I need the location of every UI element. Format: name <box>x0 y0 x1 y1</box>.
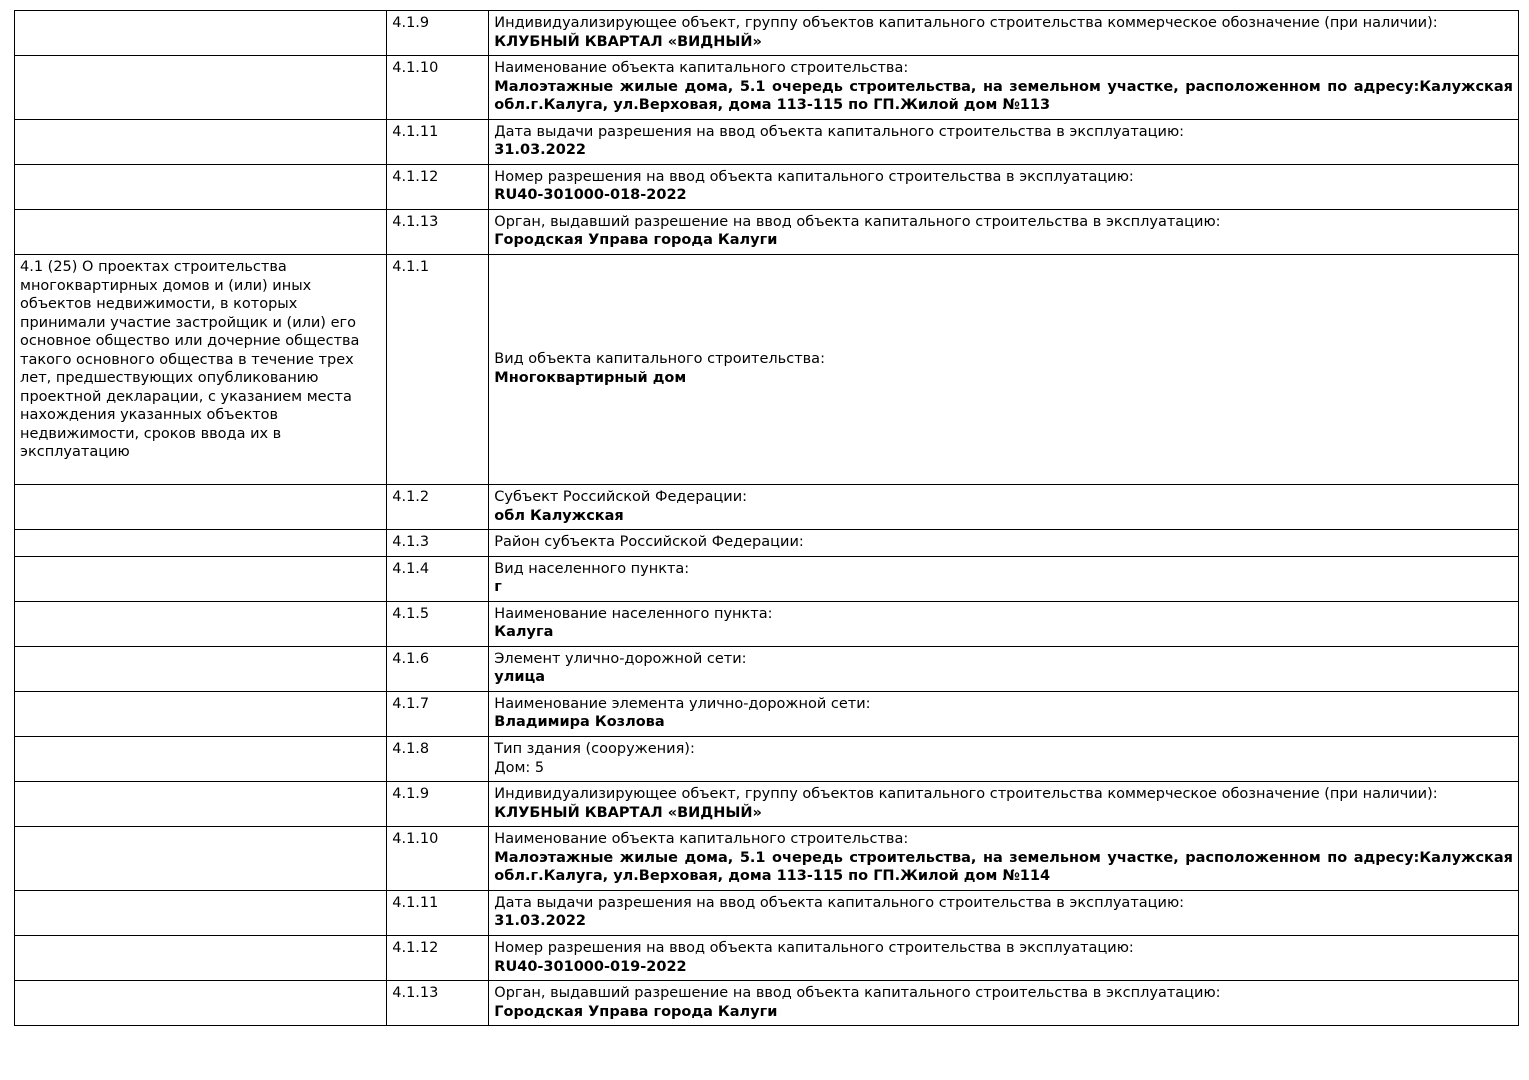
row-field-label: Дата выдачи разрешения на ввод объекта капитального строительства в эксплуатацию: <box>494 123 1185 140</box>
row-field-value: Многоквартирный дом <box>494 370 687 387</box>
row-field-label: Вид объекта капитального строительства: <box>494 351 825 368</box>
row-content <box>489 601 1519 646</box>
row-section-label <box>15 601 387 646</box>
table-row <box>15 890 1519 935</box>
row-content <box>489 11 1519 56</box>
row-content <box>489 691 1519 736</box>
table-row <box>15 646 1519 691</box>
row-code: 4.1.7 <box>387 691 489 736</box>
row-content <box>489 827 1519 891</box>
row-field-label: Наименование объекта капитального строительства: <box>494 60 909 77</box>
row-field-value: Городская Управа города Калуги <box>494 1003 778 1020</box>
row-section-label <box>15 556 387 601</box>
row-code: 4.1.13 <box>387 981 489 1026</box>
row-field-label: Наименование объекта капитального строительства: <box>494 831 909 848</box>
table-row <box>15 981 1519 1026</box>
table-row <box>15 11 1519 56</box>
row-section-label <box>15 782 387 827</box>
row-code: 4.1.6 <box>387 646 489 691</box>
table-row <box>15 691 1519 736</box>
row-code: 4.1.12 <box>387 164 489 209</box>
row-section-label <box>15 485 387 530</box>
row-section-label <box>15 56 387 120</box>
row-code: 4.1.9 <box>387 782 489 827</box>
row-code: 4.1.12 <box>387 935 489 980</box>
row-code: 4.1.10 <box>387 827 489 891</box>
row-section-label <box>15 737 387 782</box>
row-field-label: Индивидуализирующее объект, группу объектов капитального строительства коммерческое обозначение (при наличии): <box>494 786 1438 803</box>
table-row <box>15 530 1519 557</box>
row-field-value: Малоэтажные жилые дома, 5.1 очередь строительства, на земельном участке, расположенном по адресу:Калужская обл.г.Калуга, ул.Верховая, дома 113-115 по ГП.Жилой дом №113 <box>494 78 1513 114</box>
row-content <box>489 485 1519 530</box>
row-content <box>489 646 1519 691</box>
row-field-label: Индивидуализирующее объект, группу объектов капитального строительства коммерческое обозначение (при наличии): <box>494 15 1438 31</box>
row-section-label <box>15 530 387 557</box>
row-section-label: 4.1 (25) О проектах строительства многоквартирных домов и (или) иных объектов недвижимости, в которых принимали участие застройщик и (или) его основное общество или дочерние общества такого основного общества в течение трех лет, предшествующих опубликованию проектной декларации, с указанием места нахождения указанных объектов недвижимости, сроков ввода их в эксплуатацию <box>15 255 387 485</box>
row-field-label: Орган, выдавший разрешение на ввод объекта капитального строительства в эксплуатацию: <box>494 985 1221 1002</box>
table-row <box>15 119 1519 164</box>
declaration-table <box>14 10 1519 1026</box>
row-field-label: Субъект Российской Федерации: <box>494 489 748 506</box>
table-row <box>15 827 1519 891</box>
row-content <box>489 530 1519 557</box>
row-field-value: г <box>494 579 502 596</box>
row-field-value: КЛУБНЫЙ КВАРТАЛ «ВИДНЫЙ» <box>494 804 762 821</box>
row-field-value: 31.03.2022 <box>494 913 587 930</box>
row-section-label <box>15 119 387 164</box>
row-content <box>489 556 1519 601</box>
table-row <box>15 209 1519 254</box>
row-content <box>489 737 1519 782</box>
row-code: 4.1.2 <box>387 485 489 530</box>
row-content <box>489 56 1519 120</box>
row-section-label <box>15 691 387 736</box>
row-content <box>489 119 1519 164</box>
row-section-label <box>15 890 387 935</box>
row-field-value: Малоэтажные жилые дома, 5.1 очередь строительства, на земельном участке, расположенном по адресу:Калужская обл.г.Калуга, ул.Верховая, дома 113-115 по ГП.Жилой дом №114 <box>494 849 1513 885</box>
table-row <box>15 556 1519 601</box>
row-field-label: Вид населенного пункта: <box>494 560 690 577</box>
row-field-value: 31.03.2022 <box>494 142 587 159</box>
row-code: 4.1.5 <box>387 601 489 646</box>
row-code: 4.1.11 <box>387 119 489 164</box>
row-code: 4.1.11 <box>387 890 489 935</box>
row-section-label <box>15 209 387 254</box>
row-field-value: Калуга <box>494 624 554 641</box>
row-code: 4.1.13 <box>387 209 489 254</box>
row-section-label <box>15 827 387 891</box>
row-field-label: Дата выдачи разрешения на ввод объекта капитального строительства в эксплуатацию: <box>494 894 1185 911</box>
row-content <box>489 935 1519 980</box>
table-row <box>15 737 1519 782</box>
row-content <box>489 164 1519 209</box>
row-field-value: улица <box>494 669 546 686</box>
row-section-label <box>15 164 387 209</box>
row-field-label: Наименование населенного пункта: <box>494 605 773 622</box>
row-code: 4.1.10 <box>387 56 489 120</box>
table-row <box>15 782 1519 827</box>
row-code: 4.1.8 <box>387 737 489 782</box>
row-field-value: Городская Управа города Калуги <box>494 232 778 249</box>
table-row <box>15 164 1519 209</box>
table-row <box>15 485 1519 530</box>
row-field-value: RU40-301000-018-2022 <box>494 187 687 204</box>
row-field-label: Наименование элемента улично-дорожной сети: <box>494 695 871 712</box>
table-row <box>15 935 1519 980</box>
row-field-value: КЛУБНЫЙ КВАРТАЛ «ВИДНЫЙ» <box>494 33 762 50</box>
row-content <box>489 209 1519 254</box>
declaration-table-body <box>15 11 1519 1026</box>
row-field-label: Номер разрешения на ввод объекта капитального строительства в эксплуатацию: <box>494 939 1134 956</box>
row-code: 4.1.1 <box>387 255 489 485</box>
row-section-label <box>15 646 387 691</box>
table-row <box>15 255 1519 485</box>
row-field-label: Элемент улично-дорожной сети: <box>494 650 747 667</box>
row-field-label: Орган, выдавший разрешение на ввод объекта капитального строительства в эксплуатацию: <box>494 213 1221 230</box>
row-content <box>489 255 1519 485</box>
row-field-value: Дом: 5 <box>494 759 545 776</box>
table-row <box>15 601 1519 646</box>
row-code: 4.1.4 <box>387 556 489 601</box>
row-field-label: Номер разрешения на ввод объекта капитального строительства в эксплуатацию: <box>494 168 1134 185</box>
row-section-label <box>15 935 387 980</box>
row-code: 4.1.9 <box>387 11 489 56</box>
row-field-label: Тип здания (сооружения): <box>494 741 695 758</box>
row-field-value: Владимира Козлова <box>494 714 665 731</box>
row-code: 4.1.3 <box>387 530 489 557</box>
row-content <box>489 981 1519 1026</box>
row-field-value: RU40-301000-019-2022 <box>494 958 687 975</box>
table-row <box>15 56 1519 120</box>
row-section-label <box>15 981 387 1026</box>
row-section-label <box>15 11 387 56</box>
row-field-label: Район субъекта Российской Федерации: <box>494 534 804 551</box>
row-content <box>489 782 1519 827</box>
row-content <box>489 890 1519 935</box>
row-field-value: обл Калужская <box>494 507 624 524</box>
